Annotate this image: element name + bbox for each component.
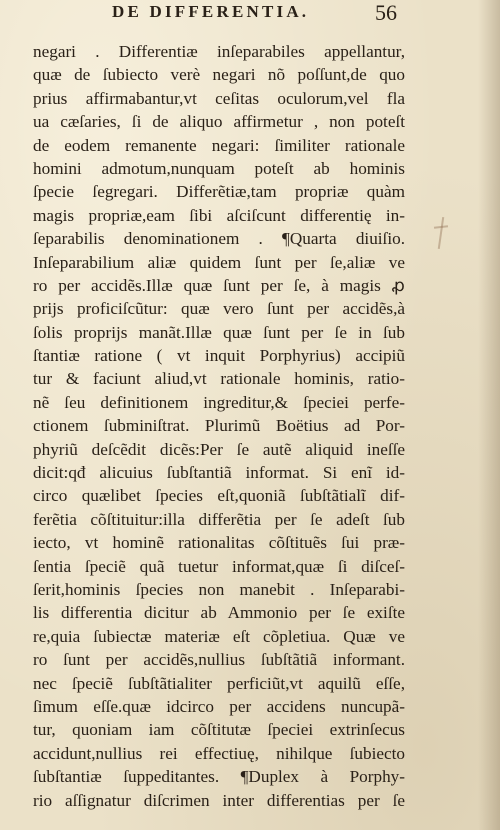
text-line: iecto, vt hominẽ rationalitas cõſtituẽs ſui præ- bbox=[33, 533, 405, 553]
text-line: ſentia ſpeciẽ quã tuetur informat,quæ ſi diſceſ- bbox=[33, 556, 405, 576]
text-line: ſtantiæ ratione ( vt inquit Porphyrius) accipiũ bbox=[33, 346, 405, 366]
text-line: Inſeparabilium aliæ quidem ſunt per ſe,aliæ ve bbox=[33, 252, 405, 272]
text-line: ſubſtantiæ ſuppeditantes. ¶Duplex à Porphy- bbox=[33, 767, 405, 787]
marginal-cross-mark bbox=[434, 217, 448, 249]
text-line: phyriũ deſcẽdit dicẽs:Per ſe autẽ aliquid ineſſe bbox=[33, 439, 405, 459]
text-line: ſolis proprijs manãt.Illæ quæ ſunt per ſe in ſub bbox=[33, 322, 405, 342]
page-edge-shadow bbox=[478, 0, 500, 830]
text-line: ſimum eſſe.quæ idcirco per accidens nuncupã- bbox=[33, 696, 405, 716]
text-line: de eodem remanente negari: ſimiliter rationale bbox=[33, 135, 405, 155]
text-line: quæ de ſubiecto verè negari nõ poſſunt,de quo bbox=[33, 65, 405, 85]
text-line: ſerit,hominis ſpecies non manebit . Inſeparabi- bbox=[33, 579, 405, 599]
text-line: tur, quoniam iam cõſtitutæ ſpeciei extrinſecus bbox=[33, 720, 405, 740]
running-head: DE DIFFERENTIA. bbox=[112, 2, 310, 21]
text-line: magis propriæ,eam ſibi aſciſcunt differentię in- bbox=[33, 205, 405, 225]
text-line: re,quia ſubiectæ materiæ eſt cõpletiua. Quæ ve bbox=[33, 626, 405, 646]
text-line: homini admotum,nunquam poteſt ab hominis bbox=[33, 158, 405, 178]
text-line: prius affirmabantur,vt ceſitas oculorum,vel fla bbox=[33, 88, 405, 108]
text-line: ferẽtia cõſtituitur:illa differẽtia per ſe adeſt ſub bbox=[33, 509, 405, 529]
text-line: tur & faciunt aliud,vt rationale hominis, ratio- bbox=[33, 369, 405, 389]
text-line: rio aſſignatur diſcrimen inter differentias per ſe bbox=[33, 790, 405, 810]
text-line: prijs proficiſcũtur: quæ vero ſunt per accidẽs,à bbox=[33, 299, 405, 319]
text-line: circo quælibet ſpecies eſt,quoniã ſubſtãtialĩ dif- bbox=[33, 486, 405, 506]
text-block bbox=[33, 40, 405, 812]
text-line: negari . Differentiæ inſeparabiles appellantur, bbox=[33, 42, 405, 61]
text-line: ſpecie ſegregari. Differẽtiæ,tam propriæ quàm bbox=[33, 182, 405, 202]
text-line: nẽ ſeu definitionem ingreditur,& ſpeciei perfe- bbox=[33, 392, 405, 412]
text-line: nec ſpeciẽ ſubſtãtialiter perficiũt,vt aquilũ eſſe, bbox=[33, 673, 405, 693]
text-line: lis differentia dicitur ab Ammonio per ſe exiſte bbox=[33, 603, 405, 623]
text-line: ro ſunt per accidẽs,nullius ſubſtãtiã informant. bbox=[33, 650, 405, 670]
text-line: ua cæſaries, ſi de aliquo affirmetur , non poteſt bbox=[33, 112, 405, 132]
text-line: dicit:qđ alicuius ſubſtantiã informat. Si enĩ id- bbox=[33, 463, 405, 483]
text-line: ſeparabilis denominationem . ¶Quarta diuiſio. bbox=[33, 229, 405, 249]
text-line: accidunt,nullius rei effectiuę, nihilque ſubiecto bbox=[33, 743, 405, 763]
page-number: 56 bbox=[375, 0, 397, 25]
text-line: ro per accidẽs.Illæ quæ ſunt per ſe, à magis ꝓ bbox=[33, 275, 405, 295]
text-line: ctionem ſubminiſtrat. Plurimũ Boëtius ad Por- bbox=[33, 416, 405, 436]
